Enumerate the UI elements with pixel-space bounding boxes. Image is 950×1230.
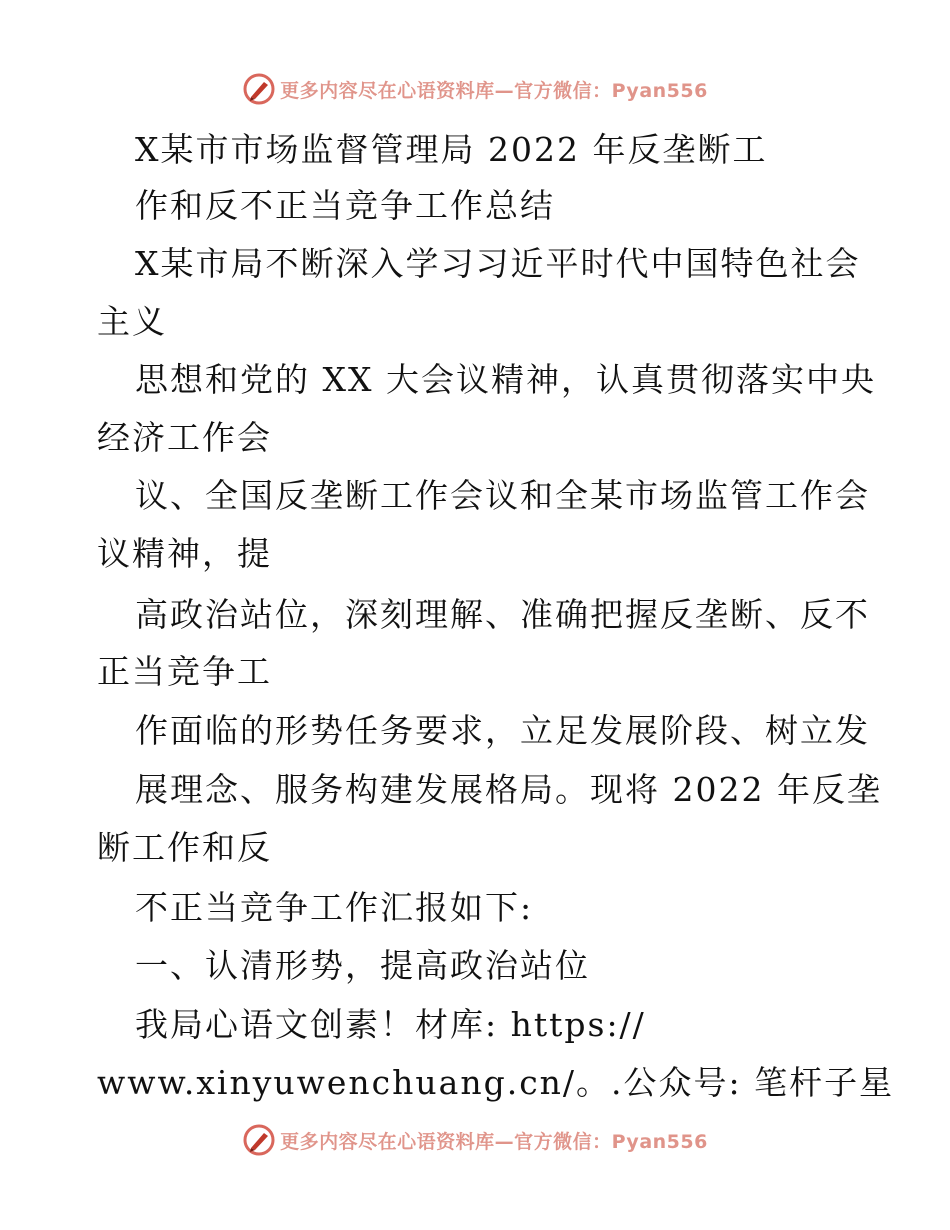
paragraph-line: 经济工作会 bbox=[97, 418, 272, 457]
paragraph-line: 高政治站位，深刻理解、准确把握反垄断、反不 bbox=[135, 595, 870, 634]
paragraph-line: 我局心语文创素！材库: https:// bbox=[135, 1005, 646, 1044]
paragraph-line: 思想和党的 XX 大会议精神，认真贯彻落实中央 bbox=[135, 360, 876, 399]
paragraph-line: www.xinyuwenchuang.cn/。.公众号: 笔杆子星 bbox=[97, 1063, 895, 1102]
paragraph-line: 不正当竞争工作汇报如下: bbox=[135, 888, 534, 927]
paragraph-line: X某市局不断深入学习习近平时代中国特色社会 bbox=[135, 244, 861, 283]
paragraph-line: 主义 bbox=[97, 302, 167, 341]
pen-logo-icon bbox=[242, 1123, 276, 1157]
banner-text: 更多内容尽在心语资料库—官方微信：Pyan556 bbox=[280, 1130, 708, 1153]
section-heading: 一、认清形势，提高政治站位 bbox=[135, 946, 590, 985]
paragraph-line: 断工作和反 bbox=[97, 828, 272, 867]
pen-logo-icon bbox=[242, 72, 276, 106]
paragraph-line: 议精神，提 bbox=[97, 534, 272, 573]
header-banner bbox=[0, 71, 950, 107]
banner-text: 更多内容尽在心语资料库—官方微信：Pyan556 bbox=[280, 79, 708, 102]
paragraph-line: 作面临的形势任务要求，立足发展阶段、树立发 bbox=[135, 711, 870, 750]
title-line-2: 作和反不正当竞争工作总结 bbox=[135, 186, 555, 225]
footer-banner bbox=[0, 1122, 950, 1158]
paragraph-line: 展理念、服务构建发展格局。现将 2022 年反垄 bbox=[135, 770, 882, 809]
paragraph-line: 正当竞争工 bbox=[97, 652, 272, 691]
title-line-1: X某市市场监督管理局 2022 年反垄断工 bbox=[135, 130, 768, 169]
paragraph-line: 议、全国反垄断工作会议和全某市场监管工作会 bbox=[135, 476, 870, 515]
